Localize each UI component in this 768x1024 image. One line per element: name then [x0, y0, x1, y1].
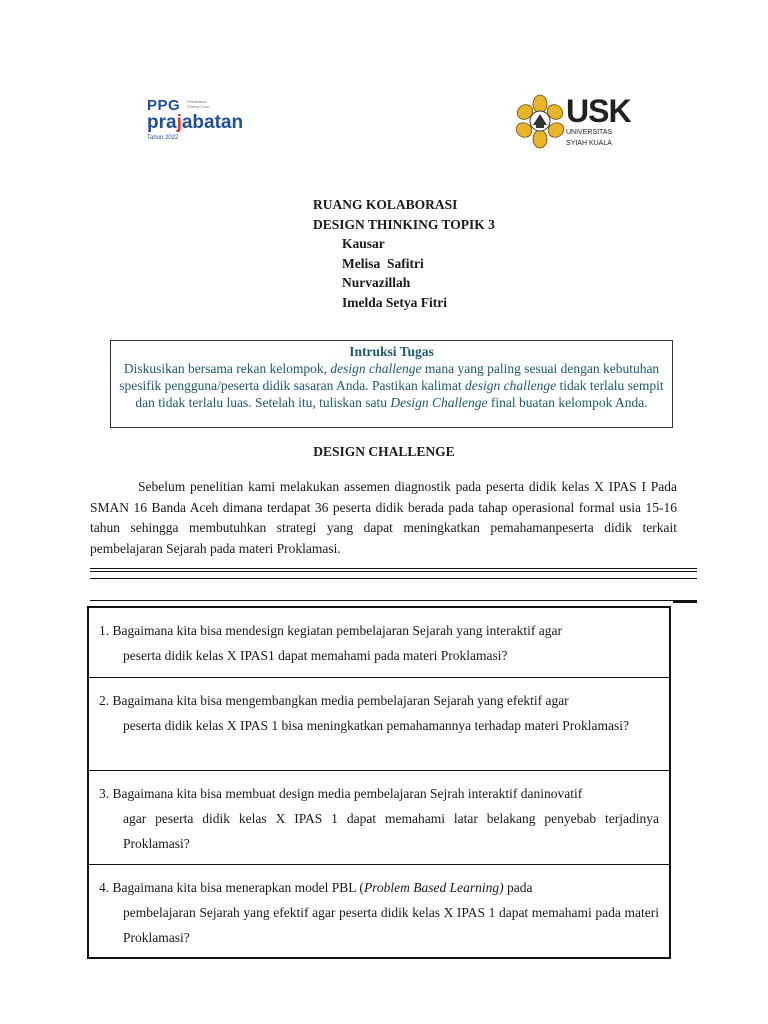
- instructions-text-part: tidak terlalu sempit dan tidak terlalu luas. Setelah itu, tuliskan satu: [135, 378, 664, 410]
- question-text-cont: agar peserta didik kelas X IPAS 1 dapat memahami latar belakang penyebab terjadinya Proklamasi?: [123, 811, 659, 851]
- section-title: DESIGN CHALLENGE: [313, 444, 455, 459]
- usk-logo-text: [566, 93, 631, 148]
- ppg-wordmark-part: pra: [147, 112, 177, 133]
- instructions-text-part: Diskusikan bersama rekan kelompok,: [123, 361, 331, 376]
- body-paragraph: [90, 477, 677, 559]
- instructions-italic-term: Design Challenge: [390, 395, 488, 410]
- question-text-cont: peserta didik kelas X IPAS1 dapat memahami pada materi Proklamasi?: [123, 648, 508, 663]
- member-list: [342, 234, 447, 312]
- divider-rule: [90, 568, 697, 579]
- title-line-1: RUANG KOLABORASI: [313, 197, 458, 212]
- ppg-wordmark-part: abatan: [181, 112, 244, 133]
- instructions-title: Intruksi Tugas: [349, 344, 434, 359]
- question-row: [89, 771, 669, 865]
- member-name: Imelda Setya Fitri: [342, 294, 447, 310]
- instructions-text-part: mana yang paling sesuai dengan kebutuhan spesifik pengguna/peserta didik sasaran Anda. Pastikan kalimat: [119, 361, 660, 393]
- question-row: [89, 865, 669, 957]
- document-title: [313, 195, 495, 234]
- usk-logo-sub1: UNIVERSITAS: [566, 129, 613, 136]
- member-name: Kausar: [342, 236, 385, 251]
- question-text-part: 4. Bagaimana kita bisa menerapkan model PBL (: [99, 880, 364, 895]
- ppg-wordmark-accent: j: [176, 112, 182, 133]
- ppg-logo-year: Tahun 2022: [147, 135, 179, 141]
- instructions-italic-term: design challenge: [464, 378, 557, 393]
- question-text-cont: pembelajaran Sejarah yang efektif agar peserta didik kelas X IPAS 1 dapat memahami pada materi Proklamasi?: [123, 905, 659, 945]
- ppg-logo-acronym: PPG: [147, 97, 181, 114]
- question-italic-term: Problem Based Learning): [363, 880, 504, 895]
- usk-emblem-icon: [515, 92, 565, 152]
- questions-table: [87, 606, 671, 959]
- member-name: Nurvazillah: [342, 275, 411, 290]
- instructions-box: [110, 340, 673, 428]
- body-paragraph-text: Sebelum penelitian kami melakukan assemen diagnostik pada peserta didik kelas X IPAS I Pada SMAN 16 Banda Aceh dimana terdapat 36 peserta didik berada pada tahap operasional formal usia 15-16 tahun sehingga membutuhkan strategi yang dapat meningkatkan pemahamanpeserta didik terkait pembelajaran Sejarah pada materi Proklamasi.: [90, 479, 677, 556]
- usk-logo-name: USK: [566, 93, 631, 129]
- question-text: 3. Bagaimana kita bisa membuat design media pembelajaran Sejrah interaktif daninovatif: [99, 786, 583, 801]
- usk-logo-sub2: SYIAH KUALA: [566, 140, 612, 147]
- title-line-2: DESIGN THINKING TOPIK 3: [313, 216, 495, 232]
- question-row: [89, 678, 669, 771]
- question-text-cont: peserta didik kelas X IPAS 1 bisa meningkatkan pemahamannya terhadap materi Proklamasi?: [123, 718, 629, 733]
- divider-rule: [90, 600, 697, 601]
- member-name: Melisa Safitri: [342, 255, 424, 271]
- question-text-part: pada: [503, 880, 533, 895]
- divider-rule-accent: [673, 600, 697, 603]
- ppg-logo-tagline: Pendidikan Profesi Guru: [187, 99, 210, 109]
- instructions-text-part: final buatan kelompok Anda.: [487, 395, 648, 410]
- instructions-text: [111, 360, 672, 411]
- ppg-prajabatan-logo: [147, 97, 257, 157]
- question-text: [99, 875, 659, 900]
- question-text: 1. Bagaimana kita bisa mendesign kegiatan pembelajaran Sejarah yang interaktif agar: [99, 623, 562, 638]
- instructions-italic-term: design challenge: [330, 361, 422, 376]
- question-text: 2. Bagaimana kita bisa mengembangkan media pembelajaran Sejarah yang efektif agar: [99, 693, 569, 708]
- ppg-logo-wordmark: [147, 112, 257, 134]
- question-row: [89, 608, 669, 678]
